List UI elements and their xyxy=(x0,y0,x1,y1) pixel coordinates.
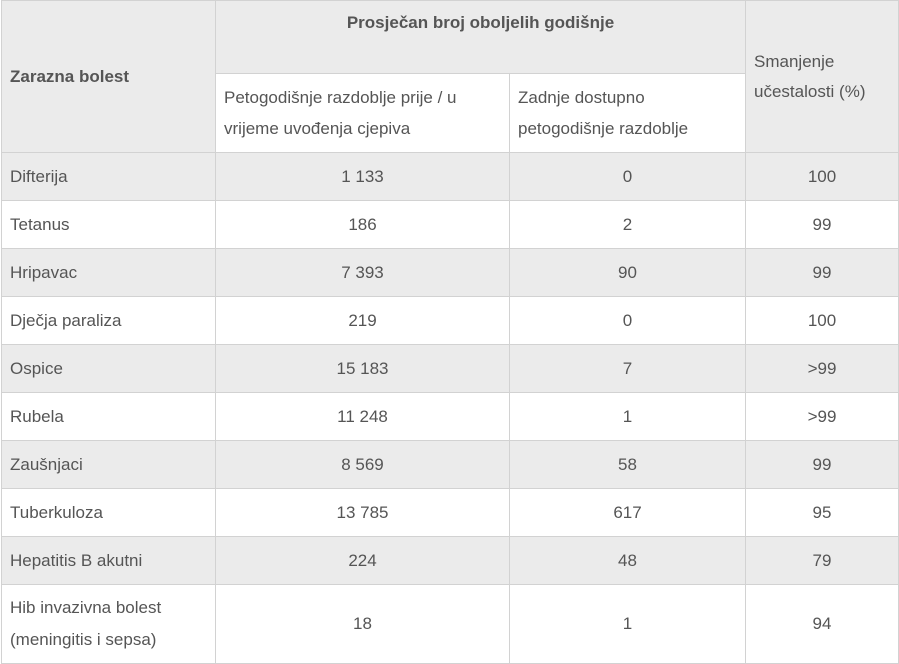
disease-name: Difterija xyxy=(2,153,216,201)
before-count: 15 183 xyxy=(216,345,510,393)
header-reduction: Smanjenje učestalosti (%) xyxy=(746,1,899,153)
disease-name: Tuberkuloza xyxy=(2,489,216,537)
table-row xyxy=(2,537,899,585)
reduction-percent: 79 xyxy=(746,537,899,585)
latest-count: 1 xyxy=(510,585,746,664)
table-row xyxy=(2,393,899,441)
table-row xyxy=(2,345,899,393)
header-disease: Zarazna bolest xyxy=(2,1,216,153)
latest-count: 0 xyxy=(510,297,746,345)
header-latest-period: Zadnje dostupno petogodišnje razdoblje xyxy=(510,74,746,153)
before-count: 11 248 xyxy=(216,393,510,441)
table-row xyxy=(2,249,899,297)
before-count: 186 xyxy=(216,201,510,249)
before-count: 7 393 xyxy=(216,249,510,297)
reduction-percent: 99 xyxy=(746,441,899,489)
disease-name: Hib invazivna bolest (meningitis i sepsa) xyxy=(2,585,216,664)
reduction-percent: 100 xyxy=(746,153,899,201)
disease-name: Hepatitis B akutni xyxy=(2,537,216,585)
disease-name: Hripavac xyxy=(2,249,216,297)
before-count: 219 xyxy=(216,297,510,345)
header-annual-average: Prosječan broj oboljelih godišnje xyxy=(216,1,746,74)
disease-name: Dječja paraliza xyxy=(2,297,216,345)
table-row xyxy=(2,201,899,249)
reduction-percent: 99 xyxy=(746,249,899,297)
disease-name: Rubela xyxy=(2,393,216,441)
reduction-percent: 100 xyxy=(746,297,899,345)
disease-name: Ospice xyxy=(2,345,216,393)
header-before-period: Petogodišnje razdoblje prije / u vrijeme uvođenja cjepiva xyxy=(216,74,510,153)
before-count: 1 133 xyxy=(216,153,510,201)
reduction-percent: >99 xyxy=(746,345,899,393)
reduction-percent: >99 xyxy=(746,393,899,441)
table-row xyxy=(2,489,899,537)
before-count: 224 xyxy=(216,537,510,585)
vaccination-table xyxy=(1,0,899,664)
latest-count: 2 xyxy=(510,201,746,249)
table-row xyxy=(2,153,899,201)
reduction-percent: 95 xyxy=(746,489,899,537)
latest-count: 90 xyxy=(510,249,746,297)
reduction-percent: 94 xyxy=(746,585,899,664)
table-row xyxy=(2,297,899,345)
before-count: 13 785 xyxy=(216,489,510,537)
table-row xyxy=(2,585,899,664)
disease-name: Tetanus xyxy=(2,201,216,249)
disease-name: Zaušnjaci xyxy=(2,441,216,489)
latest-count: 7 xyxy=(510,345,746,393)
latest-count: 0 xyxy=(510,153,746,201)
before-count: 18 xyxy=(216,585,510,664)
table-row xyxy=(2,441,899,489)
latest-count: 58 xyxy=(510,441,746,489)
reduction-percent: 99 xyxy=(746,201,899,249)
before-count: 8 569 xyxy=(216,441,510,489)
latest-count: 617 xyxy=(510,489,746,537)
latest-count: 1 xyxy=(510,393,746,441)
latest-count: 48 xyxy=(510,537,746,585)
